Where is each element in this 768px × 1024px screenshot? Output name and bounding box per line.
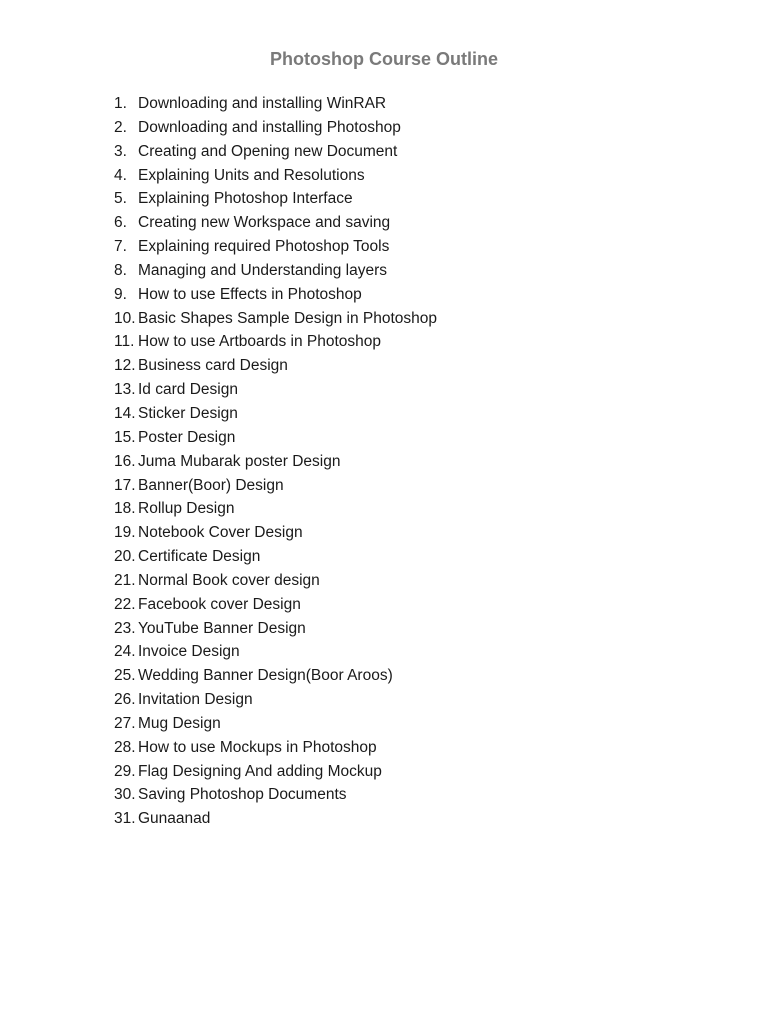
list-item-text: Banner(Boor) Design: [138, 476, 284, 494]
list-item-text: Downloading and installing WinRAR: [138, 95, 387, 112]
list-item-number: 2.: [114, 118, 127, 136]
list-item-text: Normal Book cover design: [138, 571, 320, 589]
list-item: [114, 164, 437, 188]
list-item-text: Downloading and installing Photoshop: [138, 118, 401, 136]
list-item: [114, 92, 437, 116]
list-item-number: 28.: [114, 738, 136, 756]
list-item-number: 12.: [114, 357, 136, 375]
list-item-number: 19.: [114, 524, 136, 542]
list-item-text: Rollup Design: [138, 500, 235, 518]
list-item: [114, 736, 437, 760]
list-item-text: Facebook cover Design: [138, 595, 301, 613]
list-item-number: 18.: [114, 500, 136, 518]
list-item-number: 16.: [114, 452, 136, 470]
list-item: [114, 354, 437, 378]
list-item-number: 15.: [114, 428, 136, 446]
list-item-text: Invoice Design: [138, 643, 240, 661]
list-item: [114, 497, 437, 521]
list-item: [114, 378, 437, 402]
list-item: [114, 521, 437, 545]
list-item-text: Juma Mubarak poster Design: [138, 452, 341, 470]
list-item: [114, 617, 437, 641]
list-item: [114, 783, 437, 807]
list-item: [114, 760, 437, 784]
list-item-text: Sticker Design: [138, 404, 238, 422]
list-item: [114, 640, 437, 664]
list-item-number: 14.: [114, 404, 136, 422]
list-item: [114, 211, 437, 235]
list-item-text: Id card Design: [138, 381, 238, 399]
list-item-number: 29.: [114, 762, 136, 780]
list-item-text: Managing and Understanding layers: [138, 261, 388, 279]
list-item-text: Explaining Units and Resolutions: [138, 166, 365, 184]
list-item-text: Creating and Opening new Document: [138, 142, 398, 160]
list-item: [114, 664, 437, 688]
list-item: [114, 569, 437, 593]
list-item-text: Business card Design: [138, 357, 288, 375]
list-item: [114, 187, 437, 211]
list-item-number: 20.: [114, 548, 136, 566]
list-item: [114, 807, 437, 831]
list-item-text: How to use Mockups in Photoshop: [138, 738, 377, 756]
list-item: [114, 402, 437, 426]
list-item-text: Certificate Design: [138, 548, 261, 566]
list-item-number: 1.: [114, 95, 127, 112]
list-item-text: Basic Shapes Sample Design in Photoshop: [138, 309, 437, 327]
list-item-text: How to use Effects in Photoshop: [138, 285, 362, 303]
list-item-text: Creating new Workspace and saving: [138, 214, 391, 232]
list-item: [114, 688, 437, 712]
list-item: [114, 545, 437, 569]
list-item-text: YouTube Banner Design: [138, 619, 306, 637]
list-item-number: 7.: [114, 238, 127, 256]
list-item: [114, 259, 437, 283]
list-item-text: Flag Designing And adding Mockup: [138, 762, 382, 780]
list-item-number: 6.: [114, 214, 127, 232]
list-item-number: 10.: [114, 309, 136, 327]
list-item-text: Gunaanad: [138, 810, 211, 828]
list-item-number: 24.: [114, 643, 136, 661]
list-item-number: 13.: [114, 381, 136, 399]
list-item-text: Explaining Photoshop Interface: [138, 190, 353, 208]
list-item-text: Poster Design: [138, 428, 236, 446]
list-item-number: 31.: [114, 810, 136, 828]
list-item-number: 11.: [114, 333, 135, 351]
list-item: [114, 712, 437, 736]
list-item-number: 22.: [114, 595, 136, 613]
list-item: [114, 593, 437, 617]
list-item: [114, 330, 437, 354]
list-item-number: 5.: [114, 190, 127, 208]
list-item: [114, 474, 437, 498]
list-item-text: How to use Artboards in Photoshop: [138, 333, 381, 351]
list-item-number: 17.: [114, 476, 136, 494]
list-item-number: 25.: [114, 667, 136, 685]
document-title: Photoshop Course Outline: [270, 49, 498, 69]
list-item-text: Wedding Banner Design(Boor Aroos): [138, 667, 393, 685]
list-item-number: 3.: [114, 142, 127, 160]
list-item-number: 9.: [114, 285, 127, 303]
course-outline-list: [114, 92, 437, 831]
list-item-number: 30.: [114, 786, 136, 804]
list-item: [114, 116, 437, 140]
list-item: [114, 426, 437, 450]
list-item: [114, 235, 437, 259]
list-item-text: Mug Design: [138, 714, 221, 732]
list-item-number: 27.: [114, 714, 136, 732]
list-item-text: Invitation Design: [138, 691, 253, 709]
list-item-text: Explaining required Photoshop Tools: [138, 238, 390, 256]
list-item-number: 4.: [114, 166, 127, 184]
list-item: [114, 140, 437, 164]
list-item-number: 26.: [114, 691, 136, 709]
list-item: [114, 307, 437, 331]
list-item-number: 21.: [114, 571, 136, 589]
list-item-number: 23.: [114, 619, 136, 637]
list-item-text: Saving Photoshop Documents: [138, 786, 347, 804]
list-item: [114, 283, 437, 307]
list-item-number: 8.: [114, 261, 127, 279]
list-item-text: Notebook Cover Design: [138, 524, 303, 542]
list-item: [114, 450, 437, 474]
